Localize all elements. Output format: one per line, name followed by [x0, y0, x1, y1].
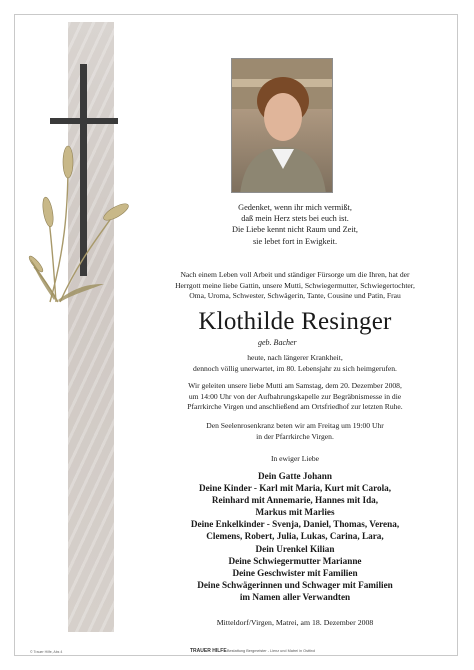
cross-vertical-beam: [80, 64, 87, 276]
wheat-stalks: [34, 162, 112, 302]
footer-funeral-home: Bestattung Bergmeister - Lienz und Matrei in Osttirol: [227, 649, 316, 653]
deceased-name: Klothilde Resinger: [198, 308, 392, 335]
maiden-name: geb. Bacher: [258, 338, 297, 347]
intro-line: Oma, Uroma, Schwester, Schwägerin, Tante, Cousine und Patin, Frau: [189, 291, 401, 301]
death-notice: [140, 353, 450, 374]
place-and-date: Mitteldorf/Virgen, Matrei, am 18. Dezember 2008: [216, 618, 374, 627]
poem-line: Gedenket, wenn ihr mich vermißt,: [238, 203, 352, 212]
mourner-line: Dein Urenkel Kilian: [255, 543, 335, 554]
mourners-list: [140, 470, 450, 603]
mourner-line: Markus mit Marlies: [255, 507, 335, 518]
poem-line: Die Liebe kennt nicht Raum und Zeit,: [231, 225, 359, 235]
mourner-line: Deine Schwiegermutter Marianne: [228, 555, 362, 566]
announcement-intro: [140, 270, 450, 302]
wheat-leaves: [30, 258, 104, 302]
death-line: heute, nach längerer Krankheit,: [247, 353, 343, 362]
rosary-line: in der Pfarrkirche Virgen.: [256, 431, 334, 441]
mourner-line: Reinhard mit Annemarie, Hannes mit Ida,: [211, 495, 379, 506]
funeral-service-info: [140, 381, 450, 413]
death-line: dennoch völlig unerwartet, im 80. Lebensjahr zu sich heimgerufen.: [193, 363, 397, 373]
mourner-line: Dein Gatte Johann: [257, 471, 333, 481]
service-line: Wir geleiten unsere liebe Mutti am Samstag, dem 20. Dezember 2008,: [188, 381, 402, 390]
mourner-line: im Namen aller Verwandten: [239, 591, 351, 602]
mourner-line: Deine Enkelkinder - Svenja, Daniel, Thomas, Verena,: [190, 519, 400, 530]
mourner-line: Deine Schwägerinnen und Schwager mit Familien: [197, 579, 393, 590]
cross-horizontal-beam: [50, 118, 118, 124]
memorial-poem: [140, 202, 450, 247]
wheat-heads: [28, 146, 131, 274]
intro-line: Nach einem Leben voll Arbeit und ständiger Fürsorge um die Ihren, hat der: [180, 270, 410, 279]
mourner-line: Deine Kinder - Karl mit Maria, Kurt mit Carola,: [198, 483, 392, 494]
intro-line: Herrgott meine liebe Gattin, unsere Mutti, Schwiegermutter, Schwiegertochter,: [175, 280, 415, 290]
mourner-line: Clemens, Robert, Julia, Lukas, Carina, Lara,: [206, 531, 384, 542]
poem-line: daß mein Herz stets bei euch ist.: [241, 214, 349, 224]
face-shape: [264, 93, 302, 141]
rosary-info: [140, 421, 450, 442]
mourner-line: Deine Geschwister mit Familien: [232, 567, 358, 578]
footer-copyright: © Trauer Hilfe, Abs 4: [30, 650, 63, 654]
service-line: Pfarrkirche Virgen und anschließend am Ortsfriedhof zur letzten Ruhe.: [187, 402, 403, 411]
in-eternal-love: In ewiger Liebe: [270, 454, 320, 463]
rosary-line: Den Seelenrosenkranz beten wir am Freitag um 19:00 Uhr: [206, 421, 384, 430]
poem-line: sie lebet fort in Ewigkeit.: [252, 236, 338, 246]
portrait-photo: [231, 58, 333, 193]
cross-with-wheat-icon: [28, 62, 140, 362]
service-line: um 14:00 Uhr von der Aufbahrungskapelle zur Begräbnismesse in die: [188, 391, 402, 401]
footer-brand: TRAUER HILFE: [190, 648, 227, 654]
